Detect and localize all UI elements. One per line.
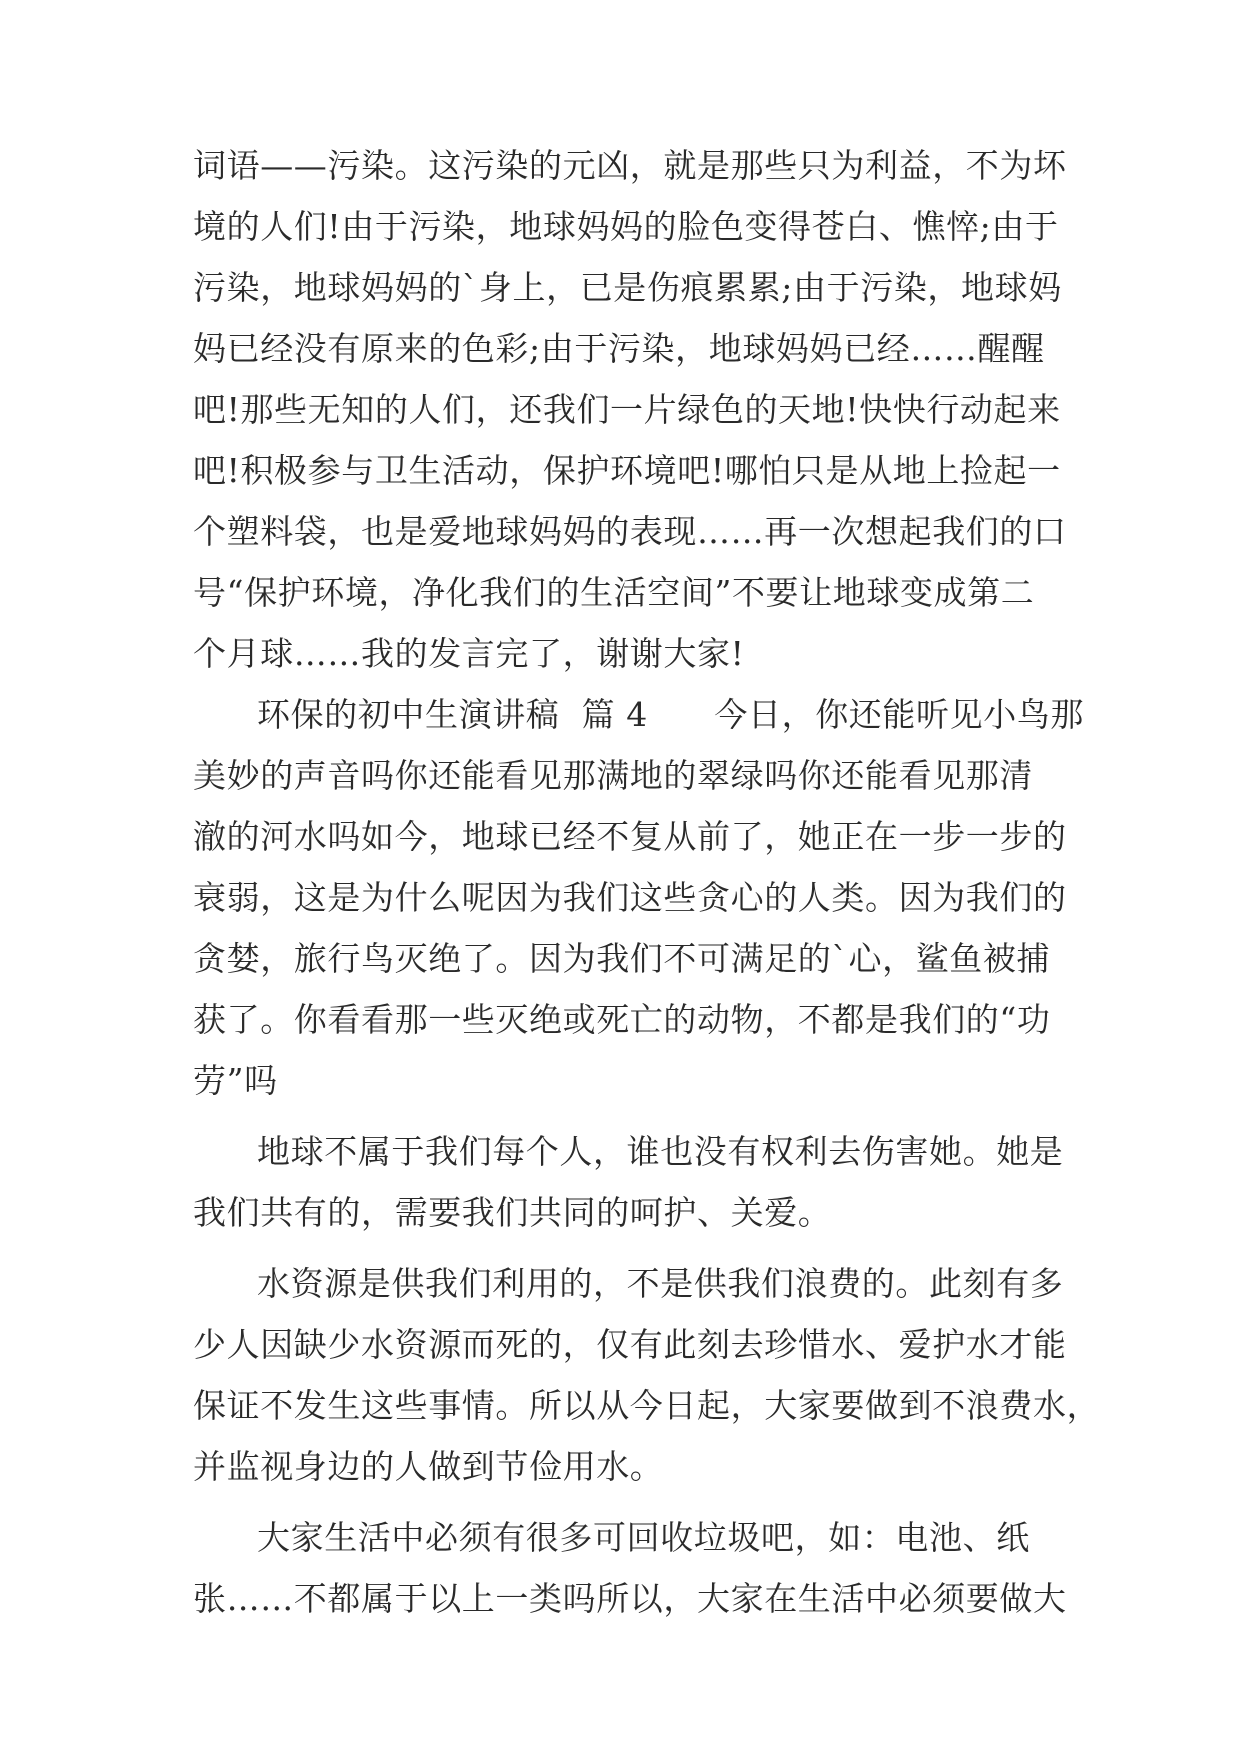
document-body: [193, 135, 1101, 1629]
paragraph-gap: [193, 1243, 1053, 1253]
section-heading-line: 环保的初中生演讲稿 篇 4 今日，你还能听见小鸟那: [257, 695, 1085, 734]
text-line: 吧!积极参与卫生活动，保护环境吧!哪怕只是从地上捡起一: [193, 451, 1061, 490]
text-line: 劳”吗: [193, 1061, 278, 1100]
text-line: 贪婪，旅行鸟灭绝了。因为我们不可满足的`心，鲨鱼被捕: [193, 939, 1051, 978]
text-line: 地球不属于我们每个人，谁也没有权利去伤害她。她是: [257, 1132, 1064, 1171]
text-line: 水资源是供我们利用的，不是供我们浪费的。此刻有多: [257, 1264, 1064, 1303]
text-line: 号“保护环境，净化我们的生活空间”不要让地球变成第二: [193, 573, 1035, 612]
text-line: 污染，地球妈妈的`身上，已是伤痕累累;由于污染，地球妈: [193, 268, 1062, 307]
text-line: 吧!那些无知的人们，还我们一片绿色的天地!快快行动起来: [193, 390, 1061, 429]
text-line: 大家生活中必须有很多可回收垃圾吧，如：电池、纸: [257, 1518, 1030, 1557]
text-line: 少人因缺少水资源而死的，仅有此刻去珍惜水、爱护水才能: [193, 1325, 1067, 1364]
text-line: 词语——污染。这污染的元凶，就是那些只为利益，不为坏: [193, 146, 1067, 185]
text-line: 保证不发生这些事情。所以从今日起，大家要做到不浪费水，: [193, 1386, 1101, 1425]
text-line: 个月球……我的发言完了，谢谢大家!: [193, 634, 745, 673]
text-line: 个塑料袋，也是爱地球妈妈的表现……再一次想起我们的口: [193, 512, 1067, 551]
paragraph-gap: [193, 1111, 1053, 1121]
text-line: 衰弱，这是为什么呢因为我们这些贪心的人类。因为我们的: [193, 878, 1067, 917]
text-line: 获了。你看看那一些灭绝或死亡的动物，不都是我们的“功: [193, 1000, 1051, 1039]
text-line: 妈已经没有原来的色彩;由于污染，地球妈妈已经……醒醒: [193, 329, 1045, 368]
text-line: 澈的河水吗如今，地球已经不复从前了，她正在一步一步的: [193, 817, 1067, 856]
text-line: 张……不都属于以上一类吗所以，大家在生活中必须要做大: [193, 1579, 1067, 1618]
text-line: 并监视身边的人做到节俭用水。: [193, 1447, 664, 1486]
text-line: 美妙的声音吗你还能看见那满地的翠绿吗你还能看见那清: [193, 756, 1033, 795]
paragraph-gap: [193, 1497, 1053, 1507]
text-line: 境的人们!由于污染，地球妈妈的脸色变得苍白、憔悴;由于: [193, 207, 1059, 246]
text-line: 我们共有的，需要我们共同的呵护、关爱。: [193, 1193, 832, 1232]
